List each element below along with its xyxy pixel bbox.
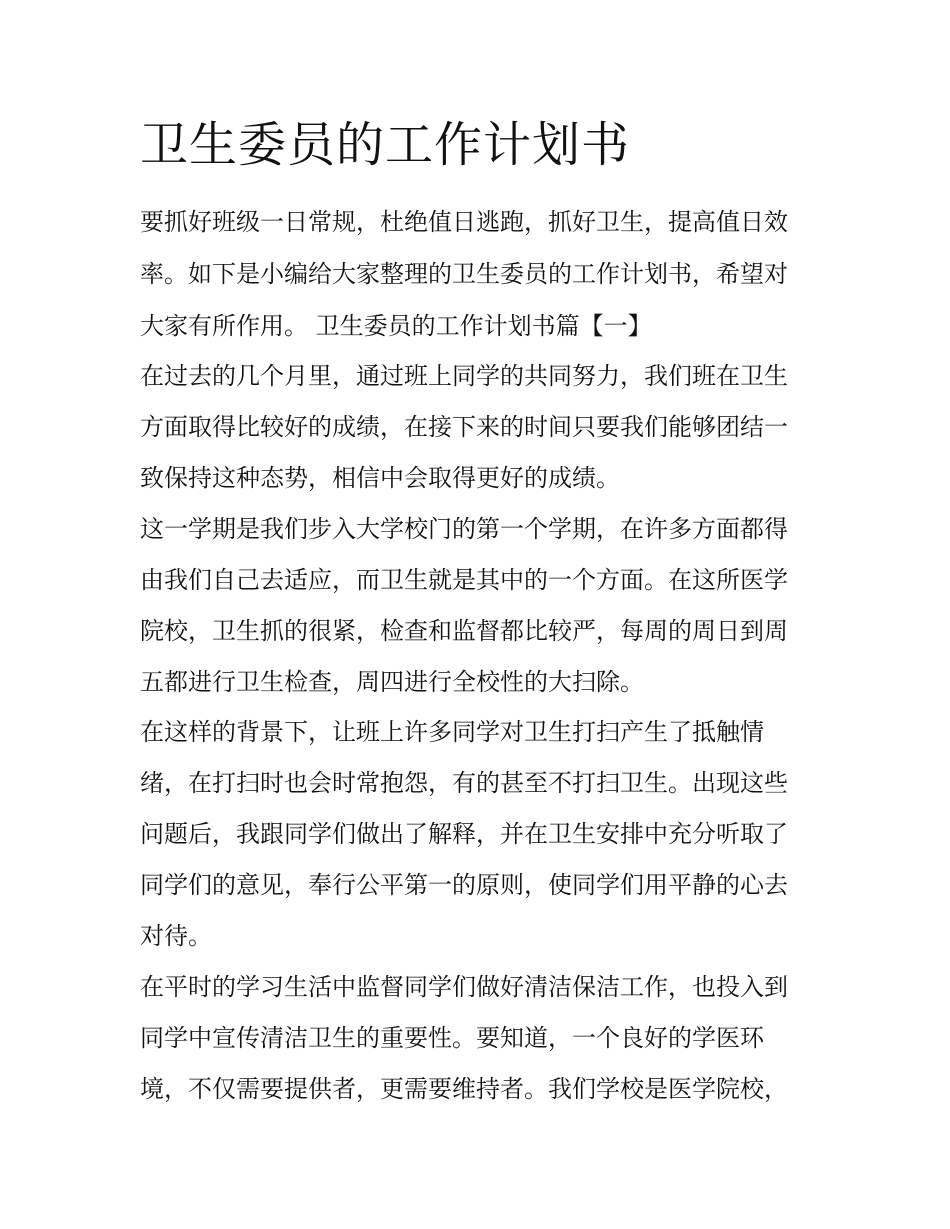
document-title: 卫生委员的工作计划书: [140, 117, 631, 173]
paragraph-line: 大家有所作用。 卫生委员的工作计划书篇【一】: [140, 312, 652, 340]
paragraph-line: 这一学期是我们步入大学校门的第一个学期，在许多方面都得: [140, 515, 788, 543]
paragraph-line: 方面取得比较好的成绩，在接下来的时间只要我们能够团结一: [140, 413, 788, 441]
paragraph-line: 在这样的背景下，让班上许多同学对卫生打扫产生了抵触情: [140, 718, 764, 746]
paragraph-line: 在平时的学习生活中监督同学们做好清洁保洁工作，也投入到: [140, 973, 788, 1001]
paragraph-line: 要抓好班级一日常规，杜绝值日逃跑，抓好卫生，提高值日效: [140, 208, 788, 236]
paragraph-line: 由我们自己去适应，而卫生就是其中的一个方面。在这所医学: [140, 566, 788, 594]
paragraph-line: 问题后，我跟同学们做出了解释，并在卫生安排中充分听取了: [140, 820, 788, 848]
paragraph-line: 同学们的意见，奉行公平第一的原则，使同学们用平静的心去: [140, 871, 788, 899]
paragraph-line: 对待。: [140, 922, 212, 950]
paragraph-line: 在过去的几个月里，通过班上同学的共同努力，我们班在卫生: [140, 362, 788, 390]
paragraph-line: 院校，卫生抓的很紧，检查和监督都比较严，每周的周日到周: [140, 617, 788, 645]
paragraph-line: 五都进行卫生检查，周四进行全校性的大扫除。: [140, 668, 644, 696]
paragraph-line: 率。如下是小编给大家整理的卫生委员的工作计划书，希望对: [140, 260, 788, 288]
paragraph-line: 绪，在打扫时也会时常抱怨，有的甚至不打扫卫生。出现这些: [140, 769, 788, 797]
paragraph-line: 同学中宣传清洁卫生的重要性。要知道，一个良好的学医环: [140, 1024, 764, 1052]
paragraph-line: 致保持这种态势，相信中会取得更好的成绩。: [140, 464, 620, 492]
paragraph-line: 境，不仅需要提供者，更需要维持者。我们学校是医学院校，: [140, 1075, 788, 1103]
